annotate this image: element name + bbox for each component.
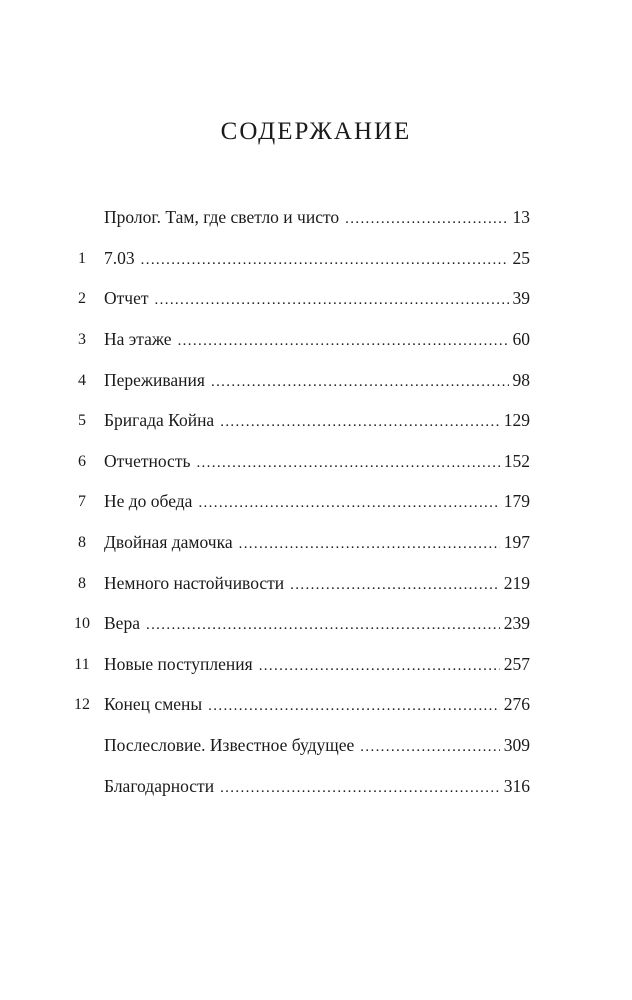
chapter-title: 7.03 xyxy=(104,247,135,268)
chapter-number: 1 xyxy=(78,249,86,267)
toc-entry xyxy=(60,401,530,442)
chapter-number: 5 xyxy=(78,412,86,430)
dot-leader xyxy=(178,334,509,349)
chapter-number: 12 xyxy=(74,696,90,714)
page-number: 239 xyxy=(503,613,530,634)
page-number: 197 xyxy=(503,532,530,553)
page-number: 276 xyxy=(503,694,530,715)
toc-entry xyxy=(60,523,530,564)
dot-leader xyxy=(259,659,500,674)
chapter-number: 10 xyxy=(74,615,90,633)
toc-entry-body xyxy=(104,615,530,633)
chapter-title: Благодарности xyxy=(104,775,215,796)
toc-entry-body xyxy=(104,572,530,593)
page-number: 39 xyxy=(512,288,530,309)
chapter-title: Конец смены xyxy=(104,694,203,715)
dot-leader xyxy=(360,740,499,755)
toc-entry-body xyxy=(104,209,530,227)
toc-entry xyxy=(60,604,530,645)
toc-entry-body xyxy=(104,247,530,268)
page-number: 25 xyxy=(512,247,530,268)
chapter-title: Переживания xyxy=(104,369,205,390)
toc-entry xyxy=(60,482,530,523)
toc-entry xyxy=(60,726,530,767)
chapter-title: Пролог. Там, где светло и чисто xyxy=(104,207,340,228)
dot-leader xyxy=(146,618,500,633)
dot-leader xyxy=(239,537,500,552)
chapter-title: На этаже xyxy=(104,329,172,350)
page-number: 179 xyxy=(503,491,530,512)
chapter-number: 4 xyxy=(78,371,86,389)
toc-entry-body xyxy=(104,775,530,796)
page-number: 309 xyxy=(503,735,530,756)
page-title: СОДЕРЖАНИЕ xyxy=(220,118,412,145)
chapter-title: Вера xyxy=(104,613,140,634)
toc-entry-body xyxy=(104,369,530,390)
toc-entry xyxy=(60,563,530,604)
dot-leader xyxy=(220,415,500,430)
toc-entry-body xyxy=(104,737,530,755)
page-number: 257 xyxy=(503,653,530,674)
toc-entry xyxy=(60,198,530,239)
chapter-title: Немного настойчивости xyxy=(104,572,285,593)
chapter-number: 3 xyxy=(78,331,86,349)
dot-leader xyxy=(196,456,499,471)
chapter-number: 8 xyxy=(78,534,86,552)
toc-entry xyxy=(60,766,530,807)
chapter-title: Двойная дамочка xyxy=(104,532,233,553)
chapter-title: Отчет xyxy=(104,288,149,309)
chapter-title: Не до обеда xyxy=(104,491,193,512)
chapter-number: 8 xyxy=(78,574,86,592)
chapter-title: Послесловие. Известное будущее xyxy=(104,735,355,756)
chapter-number: 11 xyxy=(74,655,90,673)
toc-entry xyxy=(60,239,530,280)
toc-entry-body xyxy=(104,696,530,714)
dot-leader xyxy=(220,781,500,796)
chapter-number: 6 xyxy=(78,452,86,470)
page-number: 316 xyxy=(503,775,530,796)
page-number: 152 xyxy=(503,450,530,471)
dot-leader xyxy=(211,375,509,390)
toc-entry xyxy=(60,645,530,686)
dot-leader xyxy=(155,293,509,308)
toc-entry xyxy=(60,442,530,483)
chapter-number: 2 xyxy=(78,290,86,308)
table-of-contents xyxy=(60,198,530,807)
page-number: 60 xyxy=(512,329,530,350)
toc-entry xyxy=(60,360,530,401)
chapter-title: Отчетность xyxy=(104,450,191,471)
page-number: 13 xyxy=(512,207,530,228)
toc-entry-body xyxy=(104,331,530,349)
page-number: 219 xyxy=(503,572,530,593)
page-number: 129 xyxy=(503,410,530,431)
toc-entry-body xyxy=(104,290,530,308)
dot-leader xyxy=(141,253,509,268)
dot-leader xyxy=(345,212,508,227)
chapter-title: Новые поступления xyxy=(104,653,253,674)
toc-entry-body xyxy=(104,493,530,511)
dot-leader xyxy=(208,699,500,714)
toc-entry xyxy=(60,685,530,726)
toc-entry-body xyxy=(104,653,530,674)
chapter-number: 7 xyxy=(78,493,86,511)
toc-entry-body xyxy=(104,534,530,552)
toc-entry xyxy=(60,320,530,361)
toc-entry-body xyxy=(104,450,530,471)
toc-entry xyxy=(60,279,530,320)
chapter-title: Бригада Койна xyxy=(104,410,215,431)
toc-entry-body xyxy=(104,412,530,430)
dot-leader xyxy=(198,496,499,511)
page-number: 98 xyxy=(512,369,530,390)
dot-leader xyxy=(290,578,500,593)
